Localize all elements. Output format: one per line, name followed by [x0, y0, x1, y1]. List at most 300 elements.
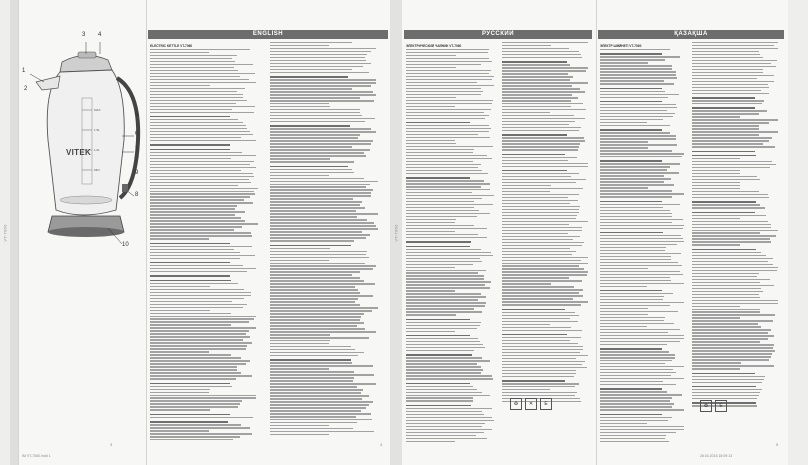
text-line [600, 341, 680, 342]
text-line [692, 72, 763, 73]
text-line [600, 247, 666, 248]
text-line [406, 161, 473, 162]
text-line [600, 420, 668, 421]
text-line [692, 97, 755, 98]
text-line [150, 100, 247, 101]
text-line [600, 56, 680, 57]
text-line [406, 284, 485, 285]
text-line [502, 48, 569, 49]
text-line [270, 352, 364, 353]
text-line [502, 91, 585, 92]
text-line [692, 207, 765, 208]
text-line [692, 90, 761, 91]
text-line [270, 137, 358, 138]
text-line [150, 439, 233, 440]
text-line [502, 364, 582, 365]
text-line [406, 207, 474, 208]
text-line [270, 109, 360, 110]
text-line [600, 363, 665, 364]
text-line [692, 230, 778, 231]
text-line [502, 76, 573, 77]
text-line [150, 176, 254, 177]
text-line [270, 204, 360, 205]
text-line [150, 280, 231, 281]
text-line [270, 143, 371, 144]
text-line [502, 383, 579, 384]
text-line [502, 57, 582, 58]
text-line [502, 286, 574, 287]
text-line [270, 392, 361, 393]
callout-5: 5 [135, 112, 139, 118]
text-line [270, 280, 364, 281]
english-column-1 [150, 42, 262, 442]
text-line [150, 286, 210, 287]
text-line [270, 76, 348, 77]
text-line [150, 58, 232, 59]
text-line [600, 429, 684, 430]
english-heading: ELECTRIC KETTLE VT-7060 [150, 44, 193, 48]
text-line [692, 300, 778, 301]
text-line [406, 158, 492, 159]
text-line [600, 332, 668, 333]
text-line [502, 380, 565, 381]
russian-heading: ЭЛЕКТРИЧЕСКИЙ ЧАЙНИК VT-7060 [406, 44, 462, 48]
text-line [502, 280, 582, 281]
text-line [502, 130, 579, 131]
text-line [502, 318, 570, 319]
text-line [600, 119, 663, 120]
text-line [150, 271, 247, 272]
text-line [600, 417, 672, 418]
text-line [692, 110, 767, 111]
text-line [406, 149, 474, 150]
text-line [502, 160, 568, 161]
text-line [150, 386, 232, 387]
side-code-center: VT-7060 [393, 223, 399, 242]
section-header-english: ENGLISH [148, 30, 388, 39]
text-line [406, 375, 492, 376]
text-line [502, 191, 550, 192]
scale-max: MAX [94, 108, 101, 112]
text-line [600, 360, 672, 361]
text-line [406, 109, 491, 110]
text-line [150, 283, 238, 284]
text-line [270, 161, 354, 162]
text-line [692, 267, 778, 268]
text-line [692, 173, 740, 174]
text-line [692, 332, 768, 333]
text-line [502, 376, 574, 377]
text-line [406, 79, 492, 80]
text-line [270, 51, 371, 52]
text-line [502, 103, 583, 104]
text-line [150, 196, 250, 197]
text-line [692, 116, 740, 117]
text-line [270, 234, 370, 235]
text-line [406, 204, 493, 205]
text-line [150, 220, 245, 221]
text-line [692, 365, 774, 366]
text-line [692, 100, 764, 101]
text-line [150, 378, 236, 379]
text-line [692, 204, 760, 205]
text-line [150, 199, 244, 200]
text-line [600, 196, 672, 197]
text-line [406, 311, 482, 312]
text-line [692, 87, 769, 88]
text-line [692, 194, 768, 195]
text-line [150, 211, 245, 212]
text-line [406, 67, 456, 68]
text-line [406, 344, 483, 345]
text-line [150, 188, 258, 189]
text-line [600, 172, 679, 173]
text-line [692, 146, 775, 147]
callout-1: 1 [22, 68, 26, 74]
text-line [600, 141, 648, 142]
text-line [406, 354, 472, 355]
text-line [406, 331, 455, 332]
text-line [406, 287, 490, 288]
text-line [502, 79, 570, 80]
brand-logo: VITEK [66, 148, 92, 157]
text-line [150, 307, 243, 308]
text-line [150, 161, 254, 162]
text-line [692, 338, 768, 339]
text-line [600, 372, 676, 373]
text-line [150, 155, 256, 156]
text-line [406, 88, 481, 89]
text-line [150, 304, 247, 305]
text-line [406, 293, 481, 294]
center-spine [390, 0, 402, 465]
text-line [692, 170, 740, 171]
text-line [150, 164, 250, 165]
text-line [692, 341, 760, 342]
text-line [150, 414, 230, 415]
text-line [270, 413, 371, 414]
text-line [502, 45, 551, 46]
page-number-4: 4 [380, 442, 383, 447]
text-line [406, 94, 481, 95]
text-line [270, 69, 352, 70]
text-line [600, 190, 672, 191]
text-line [502, 230, 582, 231]
text-line [692, 311, 760, 312]
text-line [600, 107, 677, 108]
text-line [600, 250, 665, 251]
text-line [270, 319, 360, 320]
text-line [406, 213, 490, 214]
text-line [270, 263, 365, 264]
text-line [150, 363, 246, 364]
text-line [692, 261, 768, 262]
text-line [692, 60, 777, 61]
text-line [150, 128, 247, 129]
text-line [502, 254, 572, 255]
text-line [150, 333, 246, 334]
text-line [502, 304, 581, 305]
text-line [692, 113, 759, 114]
text-line [600, 135, 676, 136]
text-line [406, 210, 479, 211]
text-line [692, 382, 762, 383]
text-line [150, 185, 238, 186]
text-line [502, 185, 551, 186]
text-line [150, 321, 249, 322]
text-line [600, 104, 676, 105]
text-line [150, 406, 238, 407]
text-line [150, 330, 249, 331]
text-line [406, 164, 481, 165]
text-line [600, 132, 670, 133]
text-line [270, 295, 373, 296]
text-line [150, 125, 246, 126]
text-line [600, 253, 681, 254]
text-line [270, 103, 329, 104]
text-line [406, 417, 492, 418]
text-line [150, 55, 237, 56]
text-line [692, 119, 778, 120]
text-line [692, 84, 768, 85]
text-line [502, 260, 581, 261]
text-line [150, 375, 252, 376]
text-line [406, 363, 477, 364]
recycle-icon: ♻ [510, 398, 522, 410]
text-line [150, 134, 253, 135]
text-line [270, 310, 372, 311]
text-line [406, 369, 483, 370]
text-line [502, 166, 588, 167]
scale-min: MIN [94, 168, 100, 172]
text-line [406, 383, 470, 384]
text-line [600, 213, 672, 214]
callout-7: 7 [135, 147, 139, 153]
text-line [270, 307, 378, 308]
text-line [150, 238, 209, 239]
text-line [502, 124, 569, 125]
text-line [502, 109, 586, 110]
text-line [150, 324, 231, 325]
text-line [502, 134, 567, 135]
text-line [406, 64, 481, 65]
text-line [502, 395, 575, 396]
text-line [406, 216, 477, 217]
certification-icons-kz [700, 400, 727, 412]
text-line [692, 294, 759, 295]
text-line [502, 277, 569, 278]
text-line [502, 42, 588, 43]
text-line [150, 430, 209, 431]
text-line [150, 339, 243, 340]
text-line [692, 314, 775, 315]
text-line [270, 201, 362, 202]
text-line [502, 367, 587, 368]
text-line [502, 355, 588, 356]
text-line [270, 192, 371, 193]
text-line [406, 281, 491, 282]
text-line [692, 131, 778, 132]
text-line [502, 88, 580, 89]
text-line [406, 261, 482, 262]
text-line [150, 417, 253, 418]
text-line [600, 160, 662, 161]
text-line [150, 292, 251, 293]
text-line [692, 329, 771, 330]
text-line [270, 313, 364, 314]
text-line [150, 49, 250, 50]
text-line [692, 185, 740, 186]
text-line [502, 324, 550, 325]
text-line [600, 262, 678, 263]
text-line [270, 57, 365, 58]
text-line [270, 134, 360, 135]
text-line [502, 170, 567, 171]
text-line [406, 183, 490, 184]
text-line [502, 292, 579, 293]
text-line [150, 316, 256, 317]
text-line [502, 289, 583, 290]
text-line [600, 222, 672, 223]
text-line [600, 314, 648, 315]
text-line [150, 193, 255, 194]
text-line [600, 244, 677, 245]
text-line [502, 392, 577, 393]
text-line [502, 149, 578, 150]
text-line [600, 329, 680, 330]
text-line [502, 137, 584, 138]
text-line [600, 406, 672, 407]
text-line [502, 271, 588, 272]
text-line [406, 225, 474, 226]
text-line [150, 170, 241, 171]
text-line [502, 212, 579, 213]
text-line [150, 397, 256, 398]
text-line [692, 134, 759, 135]
text-line [600, 268, 648, 269]
text-line [502, 115, 574, 116]
text-line [406, 264, 473, 265]
text-line [692, 212, 755, 213]
text-line [270, 268, 373, 269]
text-line [406, 82, 477, 83]
panel-divider [146, 0, 147, 465]
text-line [150, 392, 209, 393]
text-line [406, 97, 456, 98]
text-line [692, 303, 778, 304]
text-line [150, 409, 210, 410]
text-line [270, 368, 329, 369]
callout-2: 2 [24, 86, 28, 92]
text-line [692, 359, 769, 360]
callout-6: 6 [135, 131, 139, 137]
text-line [600, 438, 665, 439]
text-line [406, 423, 485, 424]
text-line [692, 107, 755, 108]
text-line [406, 378, 493, 379]
text-line [406, 125, 489, 126]
text-line [406, 347, 485, 348]
text-line [600, 62, 648, 63]
text-line [502, 245, 582, 246]
text-line [406, 395, 490, 396]
text-line [406, 328, 477, 329]
text-line [270, 374, 374, 375]
text-line [406, 177, 470, 178]
text-line [270, 245, 351, 246]
text-line [270, 112, 360, 113]
text-line [600, 311, 678, 312]
text-line [150, 252, 240, 253]
text-line [270, 100, 374, 101]
text-line [600, 338, 684, 339]
text-line [692, 63, 771, 64]
text-line [502, 274, 587, 275]
text-line [600, 210, 670, 211]
recycle-icon: ♻ [700, 400, 712, 412]
text-line [270, 316, 361, 317]
text-line [692, 224, 771, 225]
text-line [270, 343, 329, 344]
text-line [502, 337, 581, 338]
text-line [692, 125, 759, 126]
text-line [600, 68, 672, 69]
eac-icon: E [540, 398, 552, 410]
text-line [270, 401, 373, 402]
text-line [692, 326, 761, 327]
text-line [270, 240, 354, 241]
text-line [692, 317, 740, 318]
text-line [270, 346, 351, 347]
text-line [270, 82, 376, 83]
text-line [692, 69, 763, 70]
text-line [150, 149, 230, 150]
text-line [502, 349, 583, 350]
text-line [406, 143, 456, 144]
text-line [502, 309, 565, 310]
text-line [502, 127, 581, 128]
text-line [600, 357, 675, 358]
text-line [692, 227, 771, 228]
text-line [600, 88, 662, 89]
text-line [692, 232, 760, 233]
text-line [692, 285, 774, 286]
text-line [270, 213, 378, 214]
left-cover-strip [0, 0, 10, 465]
text-line [270, 225, 376, 226]
text-line [150, 73, 255, 74]
text-line [600, 335, 684, 336]
text-line [150, 383, 230, 384]
text-line [502, 248, 570, 249]
text-line [600, 219, 683, 220]
text-line [600, 388, 662, 389]
text-line [150, 246, 252, 247]
text-line [150, 421, 228, 422]
text-line [406, 128, 491, 129]
text-line [150, 301, 232, 302]
text-line [600, 323, 674, 324]
text-line [270, 271, 360, 272]
text-line [150, 158, 231, 159]
text-line [600, 369, 673, 370]
text-line [502, 203, 570, 204]
text-line [406, 341, 480, 342]
text-line [600, 394, 682, 395]
text-line [270, 140, 373, 141]
text-line [406, 366, 481, 367]
text-line [502, 100, 571, 101]
